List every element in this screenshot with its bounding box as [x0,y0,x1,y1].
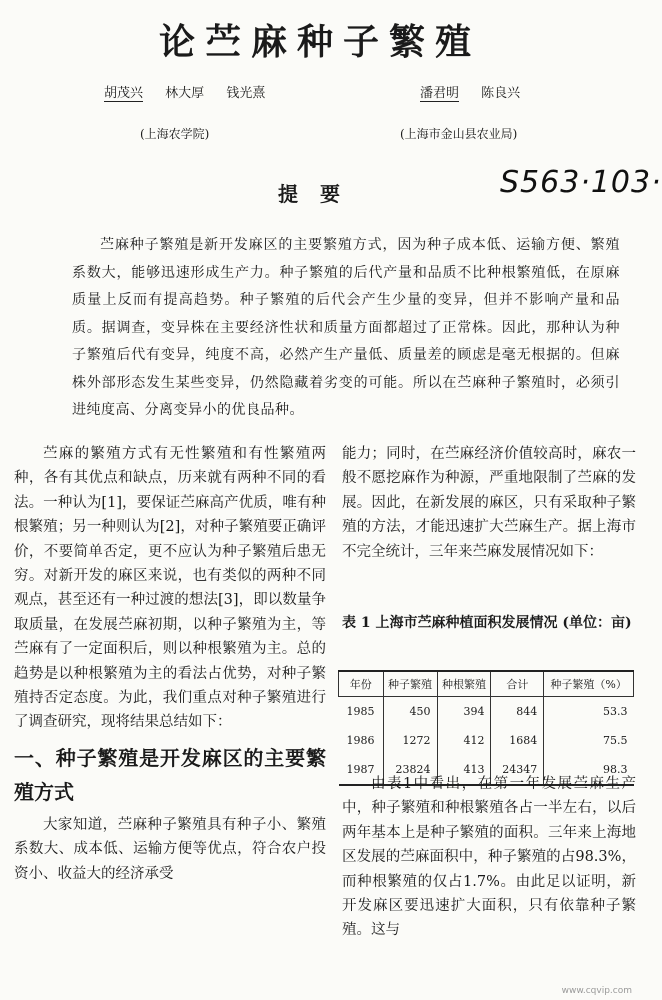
table-header-cell: 种根繁殖 [437,671,491,697]
body-paragraph: 能力；同时，在苎麻经济价值较高时，麻农一般不愿挖麻作为种源，严重地限制了苎麻的发展。因此，在新发展的麻区，只有采取种子繁殖的方法，才能迅速扩大苎麻生产。据上海市不完全统计，三年来苎麻发展情况如下： [342,446,636,560]
abstract-heading: 提要 [278,182,362,206]
authors-right [420,82,538,102]
table-cell: 53.3 [544,697,634,727]
table-cell: 413 [437,755,491,785]
authors-left [104,82,283,102]
left-column [14,442,326,886]
abstract-paragraph: 苎麻种子繁殖是新开发麻区的主要繁殖方式，因为种子成本低、运输方便、繁殖系数大，能够迅速形成生产力。种子繁殖的后代产量和品质不比种根繁殖低，在原麻质量上反而有提高趋势。种子繁殖的后代会产生少量的变异，但并不影响产量和品质。据调查，变异株在主要经济性状和质量方面都超过了正常株。因此，那种认为种子繁殖后代有变异，纯度不高，必然产生产量低、质量差的顾虑是毫无根据的。但麻株外部形态发生某些变异，仍然隐藏着劣变的可能。所以在苎麻种子繁殖时，必须引进纯度高、分离变异小的优良品种。 [72,237,620,418]
author-name: 胡茂兴 [104,82,143,102]
paper-title: 论苎麻种子繁殖 [158,21,481,63]
body-paragraph: 苎麻的繁殖方式有无性繁殖和有性繁殖两种，各有其优点和缺点，历来就有两种不同的看法。一种认为[1]，要保证苎麻高产优质，唯有种根繁殖；另一种则认为[2]，对种子繁殖要正确评价，不要简单否定，更不应认为种子繁殖后患无穷。对新开发的麻区来说，也有类似的两种不同观点，甚至还有一种过渡的想法[3]，即以数量争取质量，在发展苎麻初期，以种子繁殖为主，等苎麻有了一定面积后，则以种根繁殖为主。总的趋势是以种根繁殖为主的看法占优势，对种子繁殖持否定态度。为此，我们重点对种子繁殖进行了调查研究，现将结果总结如下： [14,446,326,731]
affiliation-right: (上海市金山县农业局) [400,127,518,141]
table-cell: 1272 [383,726,437,755]
table-header-cell: 合计 [491,671,544,697]
author-name: 钱光熹 [226,86,266,101]
table-cell: 394 [437,697,491,727]
table-caption: 表 1 上海市苎麻种植面积发展情况 (单位：亩) [342,615,632,631]
table-cell: 1985 [346,705,375,718]
table-row [339,697,634,727]
data-table [338,670,634,786]
table-header-cell: 种子繁殖（%） [544,671,634,697]
body-paragraph: 大家知道，苎麻种子繁殖具有种子小、繁殖系数大、成本低、运输方便等优点，符合农户投资小、收益大的经济承受 [14,816,326,882]
author-name: 陈良兴 [481,86,521,101]
watermark: www.cqvip.com [561,986,632,996]
table-cell: 23824 [383,755,437,785]
table-cell: 412 [437,726,491,755]
body-paragraph: 由表1中看出，在第一年发展苎麻生产中，种子繁殖和种根繁殖各占一半左右，以后两年基本上是种子繁殖的面积。三年来上海地区发展的苎麻面积中，种子繁殖的占98.3%，而种根繁殖的仅占1.7%。由此足以证明，新开发麻区要迅速扩大面积，只有依靠种子繁殖。这与 [342,776,636,939]
table-cell: 98.3 [544,755,634,785]
table-cell: 1684 [491,726,544,755]
table-cell: 1986 [346,734,375,747]
author-name: 潘君明 [420,82,459,102]
abstract-body [72,232,620,425]
table-cell: 24347 [491,755,544,785]
table-header-cell: 年份 [339,671,384,697]
table-row [339,726,634,755]
table-cell: 844 [491,697,544,727]
handwritten-classification-note: S563·103· [500,165,662,200]
table-header-row [339,671,634,697]
table-cell: 1987 [346,763,375,776]
affiliation-left: (上海农学院) [140,127,210,141]
table-header-cell: 种子繁殖 [383,671,437,697]
right-column-bottom [342,772,636,943]
right-column-top [342,442,636,564]
table-cell: 450 [383,697,437,727]
table-cell: 75.5 [544,726,634,755]
section-heading: 一、种子繁殖是开发麻区的主要繁殖方式 [14,745,326,804]
author-name: 林大厚 [165,86,205,101]
